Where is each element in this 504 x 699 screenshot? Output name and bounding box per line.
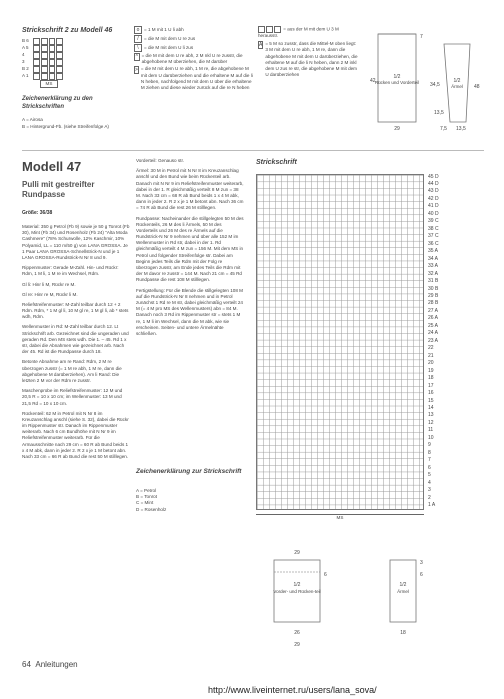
mini-row-label: A 1 — [22, 73, 29, 79]
chart-row-label: 13 — [428, 412, 434, 419]
mini-ms: MS — [40, 80, 58, 88]
chart-row-label: 10 — [428, 434, 434, 441]
mini-cell — [41, 52, 48, 59]
symbol-legend-col3 — [258, 26, 358, 78]
section-name: Anleitungen — [35, 660, 78, 669]
instructions-left — [22, 224, 130, 464]
chart-row-label: 26 A — [428, 315, 439, 322]
chart-row-label: 8 — [428, 449, 431, 456]
chart-row-label: 31 B — [428, 278, 439, 285]
model-size: Größe: 36/38 — [22, 210, 53, 216]
fig1-h: 42 — [370, 78, 376, 84]
instruction-paragraph: Vorderteil: Genauso str. — [136, 158, 185, 163]
mini-cell — [49, 38, 56, 45]
mini-cell — [41, 59, 48, 66]
fig2-d2: 13,5 — [434, 110, 444, 116]
legend-items — [136, 488, 166, 513]
instruction-paragraph: Rippenmuster: Gerade M-Zahl. Hin- und Rückr: Rdm, 1 M li, 1 M re im Wechsel, Rdm. — [22, 265, 119, 277]
sym-text: = die M mit dem U li zus — [144, 45, 194, 51]
mini-cell — [56, 59, 63, 66]
fig4-s1: 3 — [420, 560, 423, 566]
mini-cell — [41, 45, 48, 52]
chart-row-label: 37 C — [428, 233, 439, 240]
chart-row-label: 22 — [428, 345, 434, 352]
chart-row-label: 38 C — [428, 225, 439, 232]
instruction-paragraph: Wellenmuster in Rd: M-Zahl teilbar durch 12. Lt Strickschrift arb. Gezeichnet sind die ungeraden und geraden Rd. Den MS stets wdh. Die 1. – 45. Rd 1 x str, dabei die Abnahmen wie gezeichnet arb. Nach der 45. Rd ist die Rundpasse durch 18. — [22, 324, 129, 355]
instruction-paragraph: Maschenprobe im Reliefstreifenmuster: 12 M und 20,5 R = 10 x 10 cm; im Wellenmuster: 13 M und 21,5 Rd = 10 x 10 cm. — [22, 388, 123, 406]
mini-cell — [56, 73, 63, 80]
instruction-paragraph: Betonte Abnahme am re Rand: Rdm, 2 M re überzogen zusstr (= 1 M re abh, 1 M re, dann die abgehobene M darüberziehen). Am li Rand: Die letzten 2 M vor der Rdm re zusstr. — [22, 359, 122, 383]
mini-cell — [33, 73, 40, 80]
mini-row-label: 3 — [22, 59, 25, 65]
page-number: 64 — [22, 660, 31, 669]
chart-row-label: 39 C — [428, 218, 439, 225]
chart-row-label: 15 — [428, 397, 434, 404]
instructions-mid — [136, 158, 244, 341]
chart-row-label: 12 — [428, 419, 434, 426]
chart-row-label: 33 A — [428, 263, 439, 270]
chart-ms: MS — [256, 514, 424, 521]
mini-cell — [56, 38, 63, 45]
legend-item: A = Petrol — [136, 488, 157, 493]
mini-chart — [22, 38, 64, 88]
symbol-icon: ^ — [135, 54, 138, 60]
mini-cell — [49, 52, 56, 59]
instruction-paragraph: Gl re: Hinr re M, Rückr li M. — [22, 291, 78, 297]
mini-cell — [41, 73, 48, 80]
chart-row-label: 29 B — [428, 292, 439, 299]
chart-row-label: 41 D — [428, 203, 439, 210]
instruction-paragraph: Material: 350 g Petrol (Fb 9) sowie je 50 g Tonrot (Fb 30), Mint (Fb 34) und Rosenholz (Fb 24) "Alta Moda Cashmere" (78% Schurwolle, 12% Kaschmir, 10% Polyamid, LL = 110 m/50 g) von LANA GROSSA. Je 1 Paar LANA GROSSA-Schnellstrick-N und je 1 LANA GROSSA-Rundstrick-N Nr 8 und 9. — [22, 224, 130, 260]
chart-row-label: 17 — [428, 382, 434, 389]
model-title: Modell 47 — [22, 159, 82, 174]
divider — [22, 150, 484, 151]
chart-row-label: 6 — [428, 464, 431, 471]
chart-row-label: 32 A — [428, 270, 439, 277]
chart-row-label: 19 — [428, 367, 434, 374]
mini-row-label: B 2 — [22, 66, 29, 72]
instruction-paragraph: Rundpasse: Nacheinander die stillgelegten 50 M des Rückenteils, 26 M des li Ärmels, 50 M des Vorderteils und 26 M des re Ärmels auf die Rundstrick-N Nr 9 nehmen und über alle 152 M im Wellenmuster in Rd str, dabei in der 1. Rd gleichmäßig verteilt 4 M zun = 156 M. Mit dem MS in Petrol und folgender Streifenfolge str. Dabei am Beginn jedes Teils die Rdm mit der Folg re überzogen zusstr, am Ende jedes Teils die Rdm mit der M davor re zusstr = 144 M. Nach 21 cm = 45 Rd Rundpasse die rest 108 M stilllegen. — [136, 215, 244, 283]
symbol-icon: / — [134, 35, 142, 43]
sym-text: = aus der M mit dem U 3 M herausstr. — [258, 26, 339, 38]
fig3-b2: 29 — [294, 642, 300, 648]
sym-text: = 5 M so zusstr, dass die Mittel-M oben liegt: 3 M mit dem U re abh, 1 M re, dann die abgehobene M mit dem U darüberziehen, die erhaltene M auf die li N heben, dann 2 M inkl dem U zus re str, die abgehobene M mit dem U darüberziehen — [265, 41, 358, 78]
fig3-label2: Vorder- und Rücken-teil — [273, 589, 321, 594]
mini-cell — [33, 59, 40, 66]
mini-cell — [49, 73, 56, 80]
fig2-label1: 1/2 — [453, 78, 461, 84]
fig2-d3: 7,5 — [440, 126, 447, 132]
symbol-icon: o — [134, 26, 142, 34]
mini-row-label: 4 — [22, 52, 25, 58]
mini-cell — [41, 38, 48, 45]
sym-text: = die M mit dem U re abh, 2 M nkl U re zusstr, die abgehobene M überziehen, die M darüber — [141, 53, 243, 65]
legend-b-top: B = Hintergrund-Fb. (siehe Streifenfolge A) — [22, 124, 109, 129]
chart-row-label: 9 — [428, 442, 431, 449]
chart-row-label: 28 B — [428, 300, 439, 307]
fig4-label: Ärmel — [397, 589, 409, 594]
legend-a-top: A = Airosa — [22, 117, 43, 122]
mini-cell — [33, 52, 40, 59]
symbol-icon: \ — [134, 44, 142, 52]
chart-row-label: 40 D — [428, 210, 439, 217]
fig1-label1: 1/2 — [393, 74, 401, 80]
legend-title-top: Zeichenerklärung zu den Strickschriften — [22, 96, 93, 111]
chart-row-label: 25 A — [428, 322, 439, 329]
chart-row-label: 1 A — [428, 502, 436, 509]
legend-item: D = Rosenholz — [136, 506, 167, 512]
mini-cell — [41, 66, 48, 73]
chart-row-label: 2 — [428, 494, 431, 501]
mini-cell — [33, 66, 40, 73]
mini-row — [22, 59, 64, 66]
chart-row-label: 16 — [428, 390, 434, 397]
mini-row — [22, 66, 64, 73]
fig2-d4: 13,5 — [456, 126, 466, 132]
top-schematics — [356, 26, 486, 136]
bottom-schematics — [256, 542, 484, 652]
chart-row-label: 27 A — [428, 307, 439, 314]
mini-cell — [33, 45, 40, 52]
mini-cell — [56, 45, 63, 52]
fig1-w: 29 — [394, 126, 400, 132]
chart-row-label: 20 — [428, 360, 434, 367]
mini-row — [22, 52, 64, 59]
legend-title: Zeichenerklärung zur Strickschrift — [136, 468, 242, 475]
chart-row-label: 21 — [428, 352, 434, 359]
mini-row-label: B 6 — [22, 38, 29, 44]
instruction-paragraph: Ärmel: 30 M in Petrol mit N Nr 8 im Kreuzanschlag anschl und den Bund wie beim Rückenteil arb. Danach mit N Nr 9 im Reliefstreifenmuster weiterarb, dabei in der 1. R gleichmäßig verteilt 8 M zun = 38 M. Nach 33 cm = 68 R ab Bund beids 1 x 4 M abk, dann in jeder 2. R 2 x je 1 M betont abn. Nach 36 cm = 74 R ab Bund die rest 26 M stilllegen. — [136, 168, 244, 211]
fig4-top: 1/2 — [399, 582, 407, 588]
fig2-d5: 48 — [474, 84, 480, 90]
instruction-paragraph: Fertigstellung: Für die Blende die stillgelegten 108 M auf die Rundstrick-N Nr 8 nehmen und in Petrol zunächst 1 Rd re M str, dabei gleichmäßig verteilt 24 M (= 4 M pro MS des Wellenmusters) abn = 84 M. Danach noch 3 Rd im Rippenmuster str = stets 1 M re, 1 M li im Wechsel, dann die M abk, wie sie erscheinen. Seiten- und untere Ärmelnähte schließen. — [136, 287, 243, 336]
chart-row-label: 3 — [428, 487, 431, 494]
chart-row-label: 23 A — [428, 337, 439, 344]
instruction-paragraph: Reliefstreifenmuster: M-Zahl teilbar durch 12 + 2 Rdm. Rdm, * 1 M gl li, 10 M gl re, 1 M gl li, ab * stets wdh, Rdm. — [22, 301, 129, 320]
fig1-label2: Rücken und Vorderteil — [374, 80, 420, 85]
mini-row — [22, 38, 64, 45]
legend-item: C = Mint — [136, 500, 154, 506]
chart-row-label: 43 D — [428, 188, 439, 195]
fig3-b1: 26 — [294, 630, 300, 636]
mini-cell — [56, 66, 63, 73]
sym-text: = die M mit dem U re zus — [144, 36, 196, 42]
knitting-chart — [256, 174, 424, 510]
fig2-label2: Ärmel — [451, 84, 463, 89]
page-footer — [22, 660, 78, 671]
symbol-icon: A — [259, 42, 263, 49]
fig4-b1: 18 — [400, 630, 406, 636]
chart-title: Strickschrift — [256, 159, 297, 166]
chart-row-label: 5 — [428, 472, 431, 479]
fig3-s1: 6 — [324, 572, 327, 578]
chart-row-label: 7 — [428, 457, 431, 464]
chart-row-label: 14 — [428, 404, 434, 411]
fig2-d1: 34,5 — [430, 82, 440, 88]
chart-row-label: 35 A — [428, 248, 439, 255]
sym-text: = die M mit dem U re abh, 1 M re, die abgehobene M mit dem U darüberziehen und die erhaltene M auf die li N heben, nachfolgend M mit dem U über die erhaltene M ziehen und diese wieder zurück auf die re N heben — [140, 66, 253, 90]
chart-row-label: 24 A — [428, 330, 439, 337]
legend-item: B = Tonrot — [136, 494, 157, 500]
chart-row-label: 45 D — [428, 173, 439, 180]
fig3-label1: 1/2 — [293, 582, 301, 588]
schema2-title: Strickschrift 2 zu Modell 46 — [22, 27, 113, 34]
mini-row — [22, 45, 64, 52]
instruction-paragraph: Gl li: Hinr li M, Rückr re M. — [22, 281, 76, 287]
chart-row-label: 18 — [428, 375, 434, 382]
model-subtitle: Pulli mit gestreifter Rundpasse — [22, 180, 95, 199]
instruction-paragraph: Rückenteil: 62 M in Petrol mit N Nr 8 im Kreuzanschlag anschl (siehe S. 32), dabei die Rückr im Rippenmuster str. Danach im Rippenmuster weiterarb. Nach 6 cm Bundhöhe mit N Nr 9 im Reliefstreifenmuster weiterarb. Für die Armausschnitte nach 29 cm = 60 R ab Bund beids 1 x 4 M abk, dann in jeder 2. R 2 x je 1 M betont abn. Nach 33 cm = 66 R ab Bund die rest 50 M stilllegen. — [22, 410, 129, 459]
mini-row — [22, 73, 64, 80]
mini-cell — [33, 38, 40, 45]
chart-row-label: 11 — [428, 427, 434, 434]
mini-cell — [49, 66, 56, 73]
mini-row-label: A 5 — [22, 45, 29, 51]
chart-row-label: 4 — [428, 479, 431, 486]
fig3-top: 29 — [294, 550, 300, 556]
sym-text: = 1 M mit 1 U li abh — [144, 27, 184, 33]
mini-cell — [56, 52, 63, 59]
fig1-h2: 7 — [420, 34, 423, 40]
chart-row-label: 36 C — [428, 240, 439, 247]
symbol-icon: > — [135, 67, 138, 74]
mini-cell — [49, 45, 56, 52]
chart-row-label: 34 A — [428, 255, 439, 262]
chart-row-label: 42 D — [428, 195, 439, 202]
chart-row-label: 44 D — [428, 180, 439, 187]
fig4-s2: 6 — [420, 572, 423, 578]
symbol-legend-col2 — [134, 26, 254, 91]
chart-row-label: 30 B — [428, 285, 439, 292]
mini-cell — [49, 59, 56, 66]
source-url: http://www.liveinternet.ru/users/lana_sova/ — [208, 685, 377, 695]
